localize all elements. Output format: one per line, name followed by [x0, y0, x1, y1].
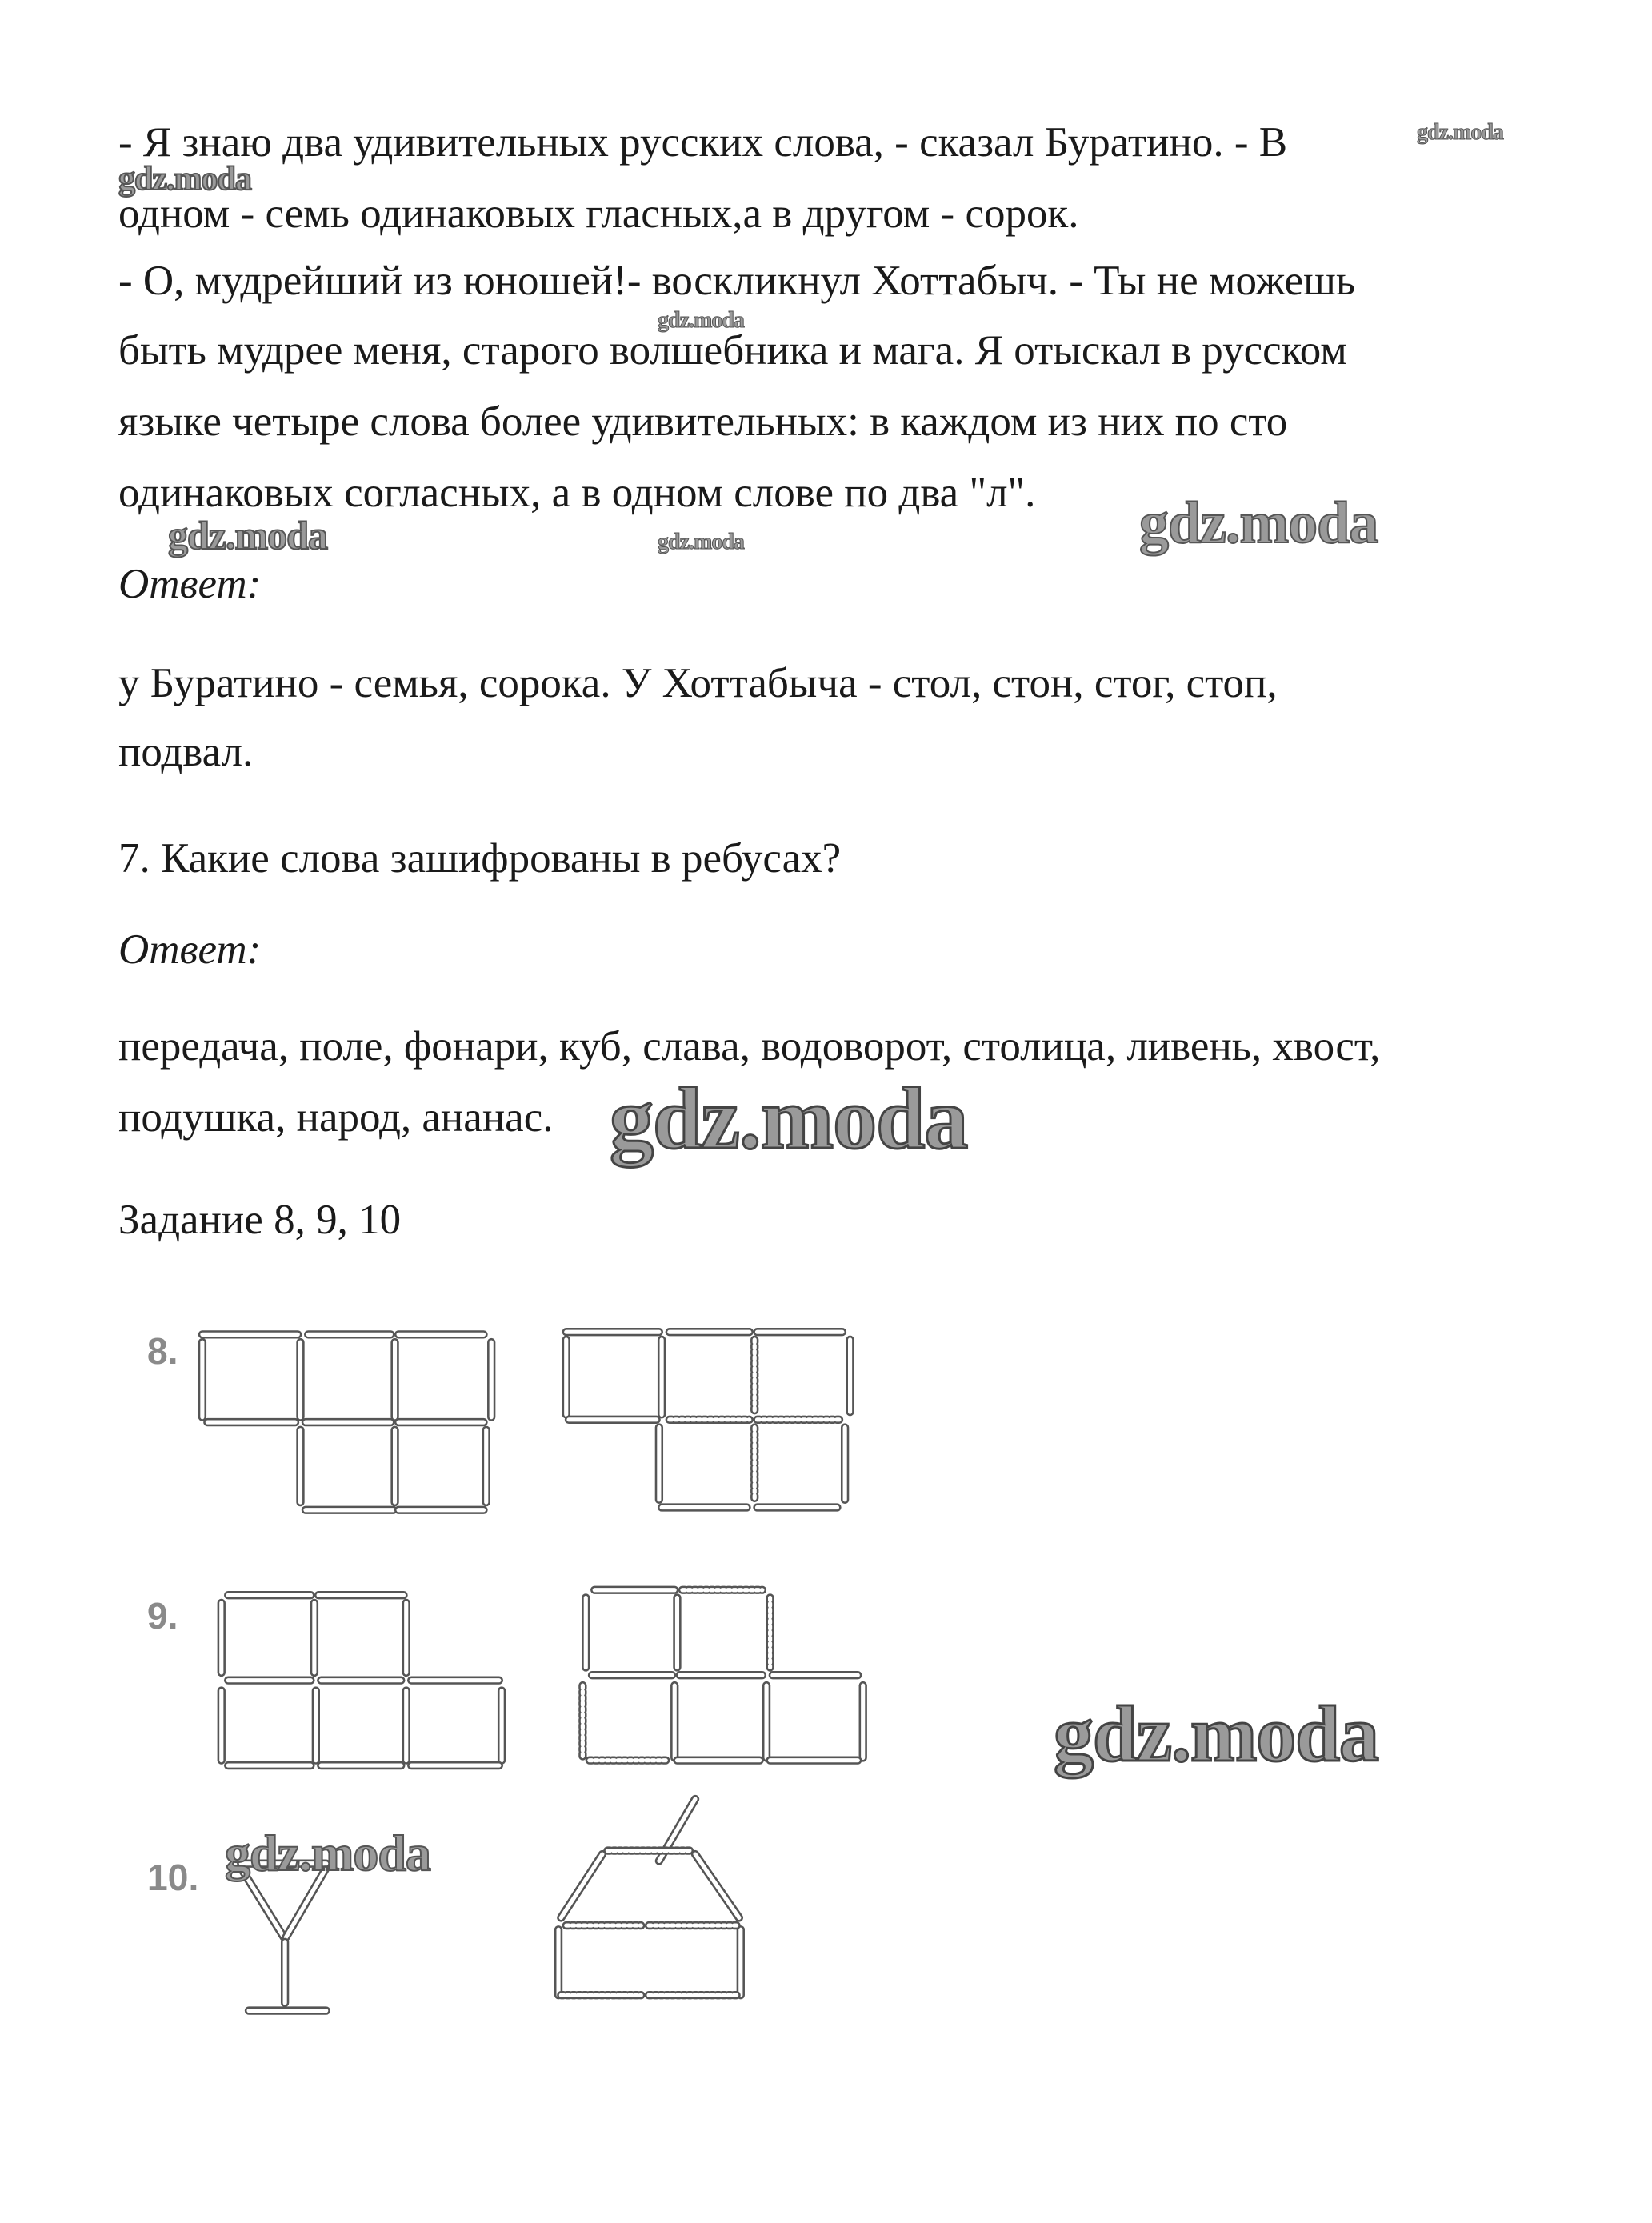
answer-text: у Буратино - семья, сорока. У Хоттабыча - стол, стон, стог, стоп,	[118, 660, 1278, 706]
figure-label-8: 8.	[146, 1330, 178, 1373]
text-line: - Я знаю два удивительных русских слова, - сказал Буратино. - В	[118, 119, 1288, 166]
answer-text: подвал.	[118, 729, 254, 775]
watermark: gdz.moda	[1139, 490, 1378, 556]
watermark: gdz.moda	[658, 530, 744, 554]
matchstick-fill	[561, 1854, 602, 1917]
answer-label: Ответ:	[118, 561, 262, 607]
watermark: gdz.moda	[118, 161, 251, 198]
watermark: gdz.moda	[1054, 1689, 1378, 1778]
watermark: gdz.moda	[610, 1070, 968, 1167]
answer-text: подушка, народ, ананас.	[118, 1094, 554, 1141]
answer-text: передача, поле, фонари, куб, слава, водоворот, столица, ливень, хвост,	[118, 1023, 1381, 1070]
text-line: быть мудрее меня, старого волшебника и мага. Я отыскал в русском	[118, 327, 1347, 374]
text-line: - О, мудрейший из юношей!- воскликнул Хоттабыч. - Ты не можешь	[118, 258, 1356, 304]
text-line: языке четыре слова более удивительных: в каждом из них по сто	[118, 398, 1288, 445]
figure-label-10: 10.	[146, 1857, 199, 1899]
matchstick-puzzles	[112, 1296, 912, 2176]
matchstick-fill	[695, 1854, 739, 1917]
watermark: gdz.moda	[1417, 120, 1503, 145]
text-line: одном - семь одинаковых гласных,а в другом - сорок.	[118, 190, 1079, 237]
answer-label: Ответ:	[118, 926, 262, 973]
task-heading: Задание 8, 9, 10	[118, 1197, 402, 1243]
figure-label-9: 9.	[146, 1595, 178, 1637]
watermark: gdz.moda	[168, 513, 327, 558]
watermark: gdz.moda	[225, 1825, 430, 1881]
watermark: gdz.moda	[658, 308, 744, 333]
text-line: одинаковых согласных, а в одном слове по два "л".	[118, 470, 1036, 516]
question-7: 7. Какие слова зашифрованы в ребусах?	[118, 835, 842, 882]
